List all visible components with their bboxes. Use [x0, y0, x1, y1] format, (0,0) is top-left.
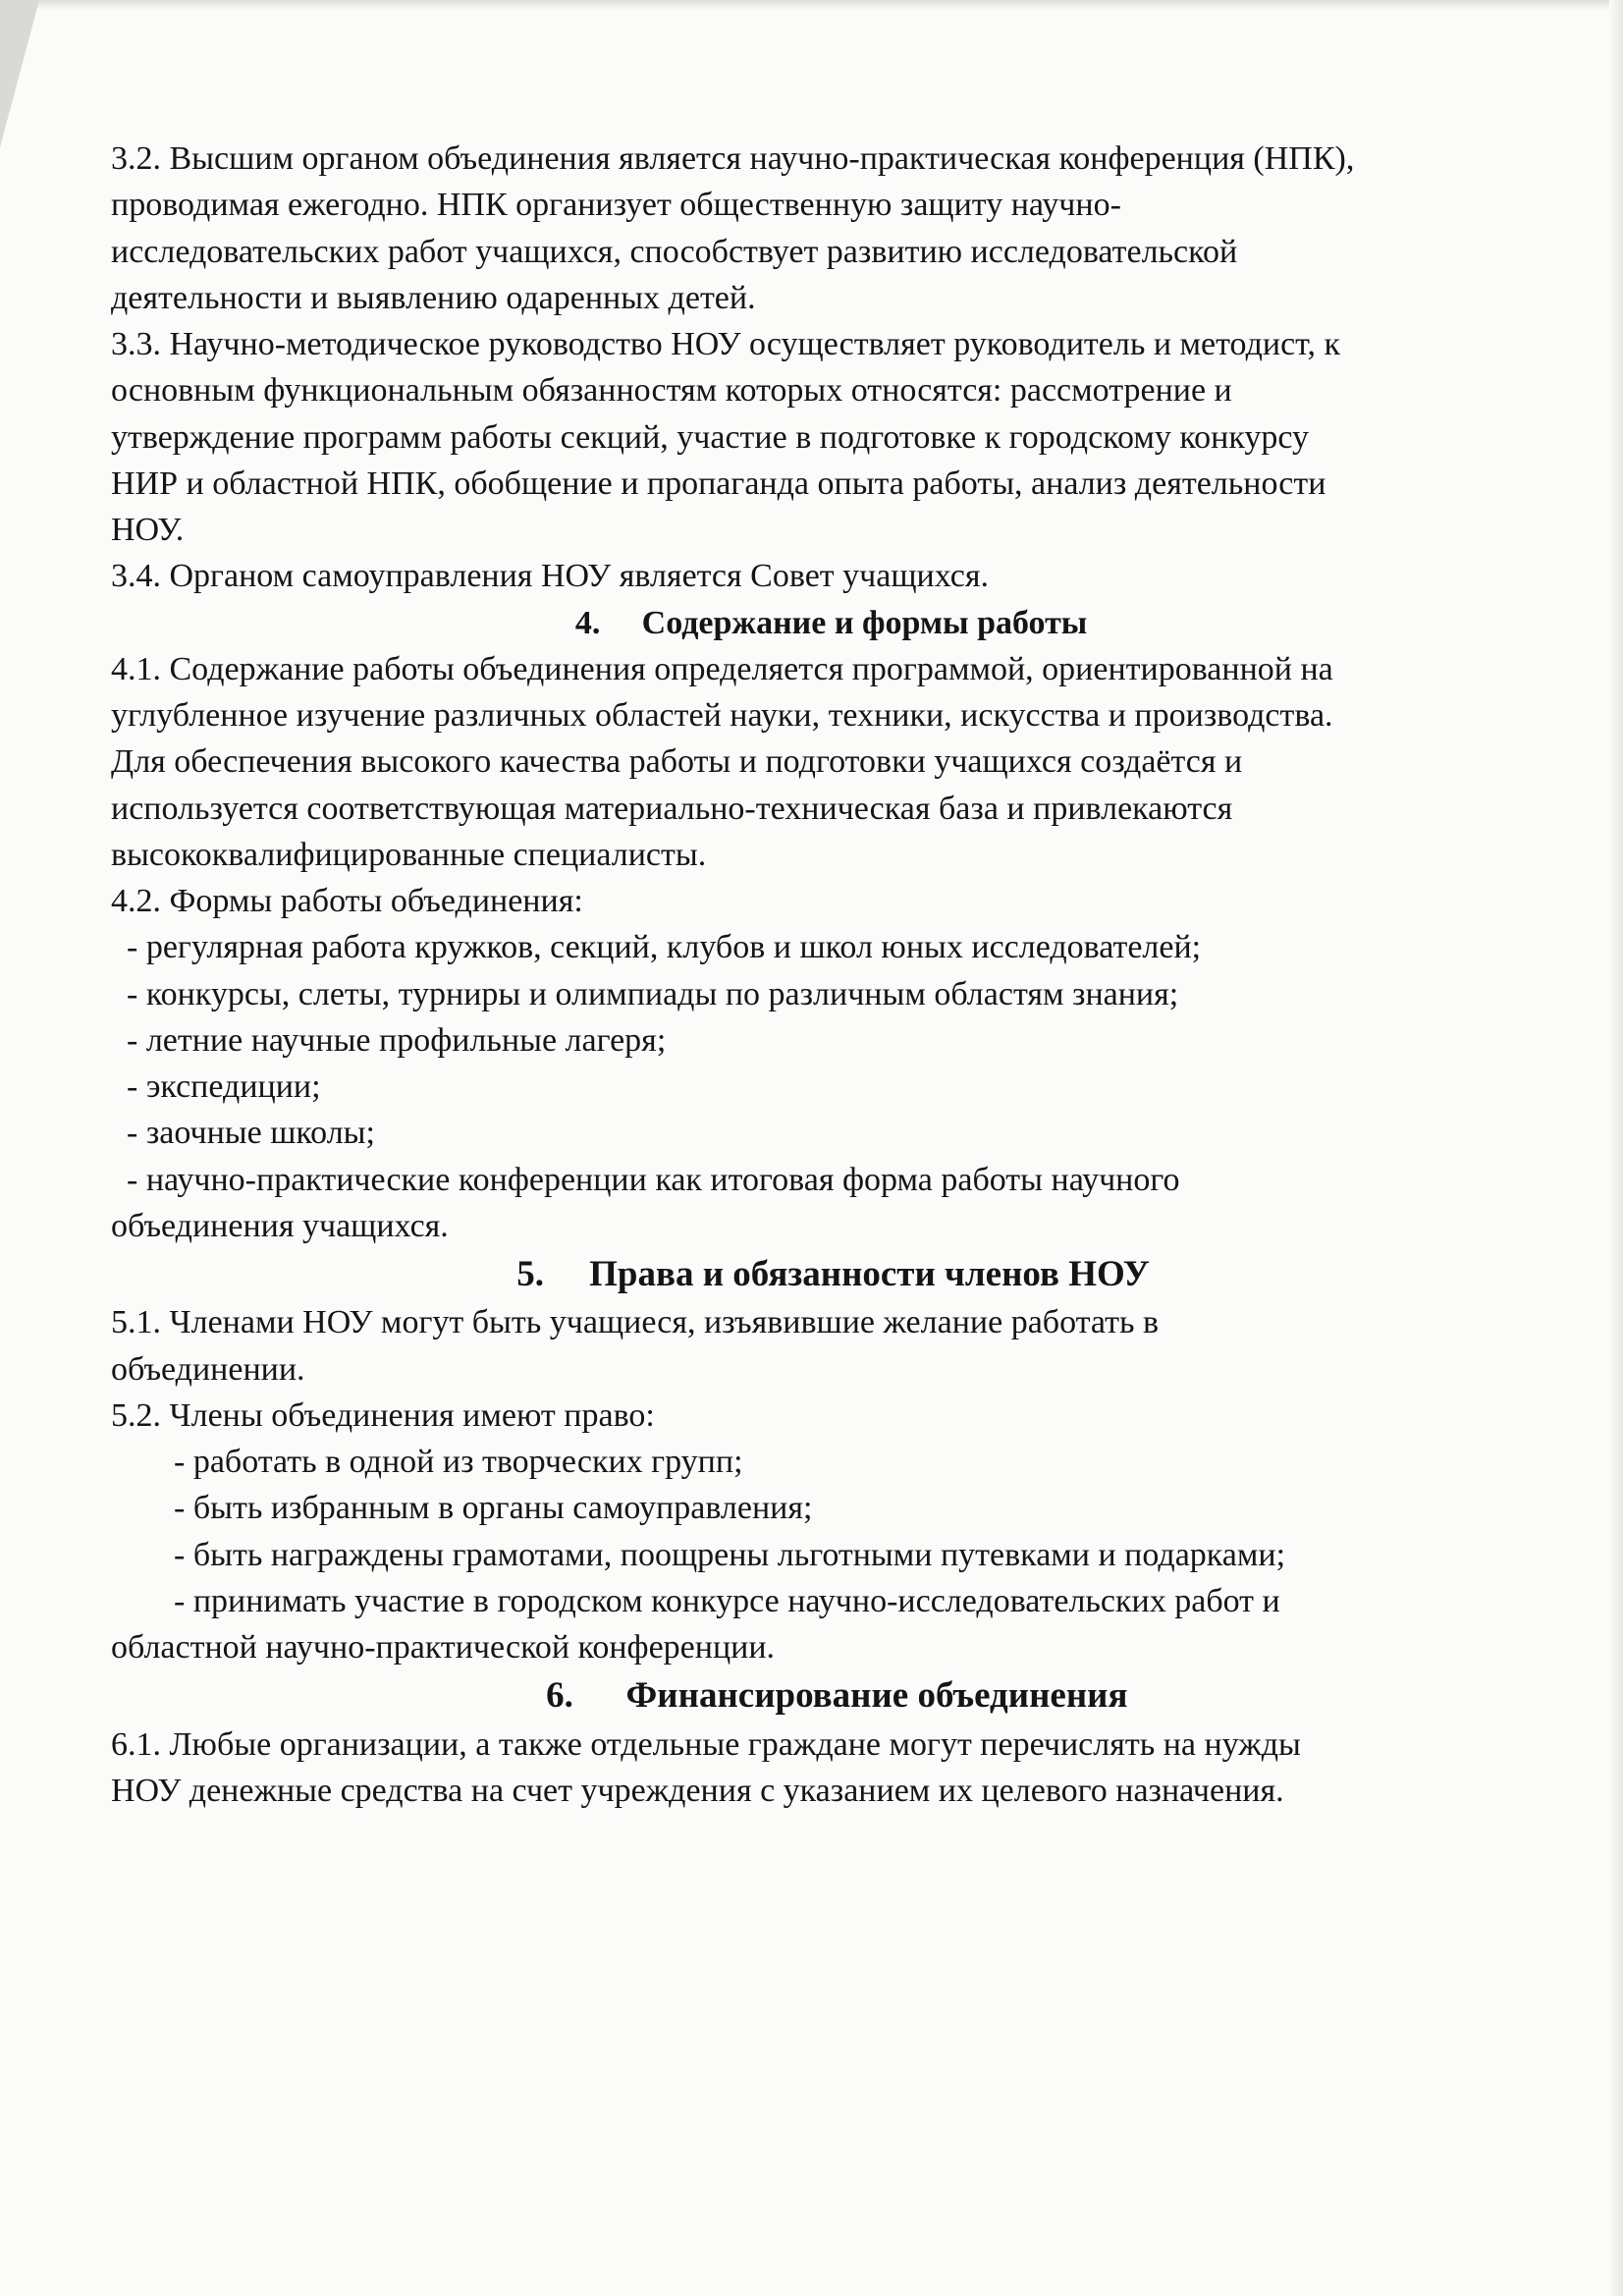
document-body: [111, 136, 1510, 1814]
para-3-4: 3.4. Органом самоуправления НОУ является Совет учащихся.: [111, 558, 989, 595]
section-5-heading: [111, 1249, 1510, 1299]
para-4-2: 4.2. Формы работы объединения:: [111, 883, 583, 919]
para-5-1-line-1: 5.1. Членами НОУ могут быть учащиеся, изъявившие желание работать в: [111, 1304, 1160, 1341]
section-6-title: Финансирование объединения: [625, 1675, 1128, 1717]
para-3-2-line-3: исследовательских работ учащихся, способствует развитию исследовательской: [111, 233, 1238, 270]
list-item: - научно-практические конференции как итоговая форма работы научного: [127, 1161, 1180, 1198]
list-item: - летние научные профильные лагеря;: [127, 1021, 667, 1059]
para-3-2-line-1: 3.2. Высшим органом объединения является научно-практическая конференция (НПК),: [111, 140, 1355, 177]
section-5-title: Права и обязанности членов НОУ: [589, 1254, 1150, 1294]
para-3-3-line-2: основным функциональным обязанностям которых относятся: рассмотрение и: [111, 372, 1232, 410]
para-4-1-line-2: углубленное изучение различных областей науки, техники, искусства и производства.: [111, 697, 1333, 734]
section-6-heading: [111, 1670, 1510, 1721]
section-6-number: 6.: [546, 1675, 573, 1717]
para-3-3-line-3: утверждение программ работы секций, участие в подготовке к городскому конкурсу: [111, 418, 1309, 456]
para-4-1-line-4: используется соответствующая материально-техническая база и привлекаются: [111, 790, 1233, 827]
section-4-title: Содержание и формы работы: [641, 604, 1088, 641]
list-item: - быть избранным в органы самоуправления;: [174, 1490, 813, 1527]
section-5-number: 5.: [516, 1254, 544, 1294]
para-4-1-line-1: 4.1. Содержание работы объединения определяется программой, ориентированной на: [111, 650, 1333, 687]
para-3-3-line-5: НОУ.: [111, 512, 185, 548]
list-item: - принимать участие в городском конкурсе научно-исследовательских работ и: [174, 1582, 1280, 1619]
scan-top-edge: [0, 0, 1623, 10]
folded-corner: [0, 0, 39, 147]
para-4-1-line-3: Для обеспечения высокого качества работы и подготовки учащихся создаётся и: [111, 743, 1243, 781]
list-item-tail: объединения учащихся.: [111, 1207, 449, 1244]
para-6-1-line-2: НОУ денежные средства на счет учреждения с указанием их целевого назначения.: [111, 1773, 1284, 1810]
para-3-3-line-4: НИР и областной НПК, обобщение и пропаганда опыта работы, анализ деятельности: [111, 465, 1326, 502]
para-3-3-line-1: 3.3. Научно-методическое руководство НОУ осуществляет руководитель и методист, к: [111, 326, 1340, 362]
list-item: - регулярная работа кружков, секций, клубов и школ юных исследователей;: [127, 929, 1202, 966]
scan-right-edge: [1609, 0, 1623, 2296]
para-5-1-line-2: объединении.: [111, 1350, 305, 1388]
para-3-2-line-2: проводимая ежегодно. НПК организует общественную защиту научно-: [111, 187, 1121, 224]
list-item: - быть награждены грамотами, поощрены льготными путевками и подарками;: [174, 1536, 1286, 1573]
para-6-1-line-1: 6.1. Любые организации, а также отдельные граждане могут перечислять на нужды: [111, 1725, 1301, 1763]
list-item-tail: областной научно-практической конференции.: [111, 1629, 776, 1667]
list-item: - заочные школы;: [127, 1115, 375, 1152]
list-item: - работать в одной из творческих групп;: [174, 1444, 743, 1481]
para-5-2: 5.2. Члены объединения имеют право:: [111, 1396, 655, 1434]
para-3-2-line-4: деятельности и выявлению одаренных детей.: [111, 279, 756, 316]
list-item: - конкурсы, слеты, турниры и олимпиады по различным областям знания;: [127, 975, 1179, 1012]
para-4-1-line-5: высококвалифицированные специалисты.: [111, 836, 707, 873]
section-4-heading: [111, 600, 1510, 646]
section-4-number: 4.: [574, 604, 601, 641]
list-item: - экспедиции;: [127, 1068, 321, 1105]
